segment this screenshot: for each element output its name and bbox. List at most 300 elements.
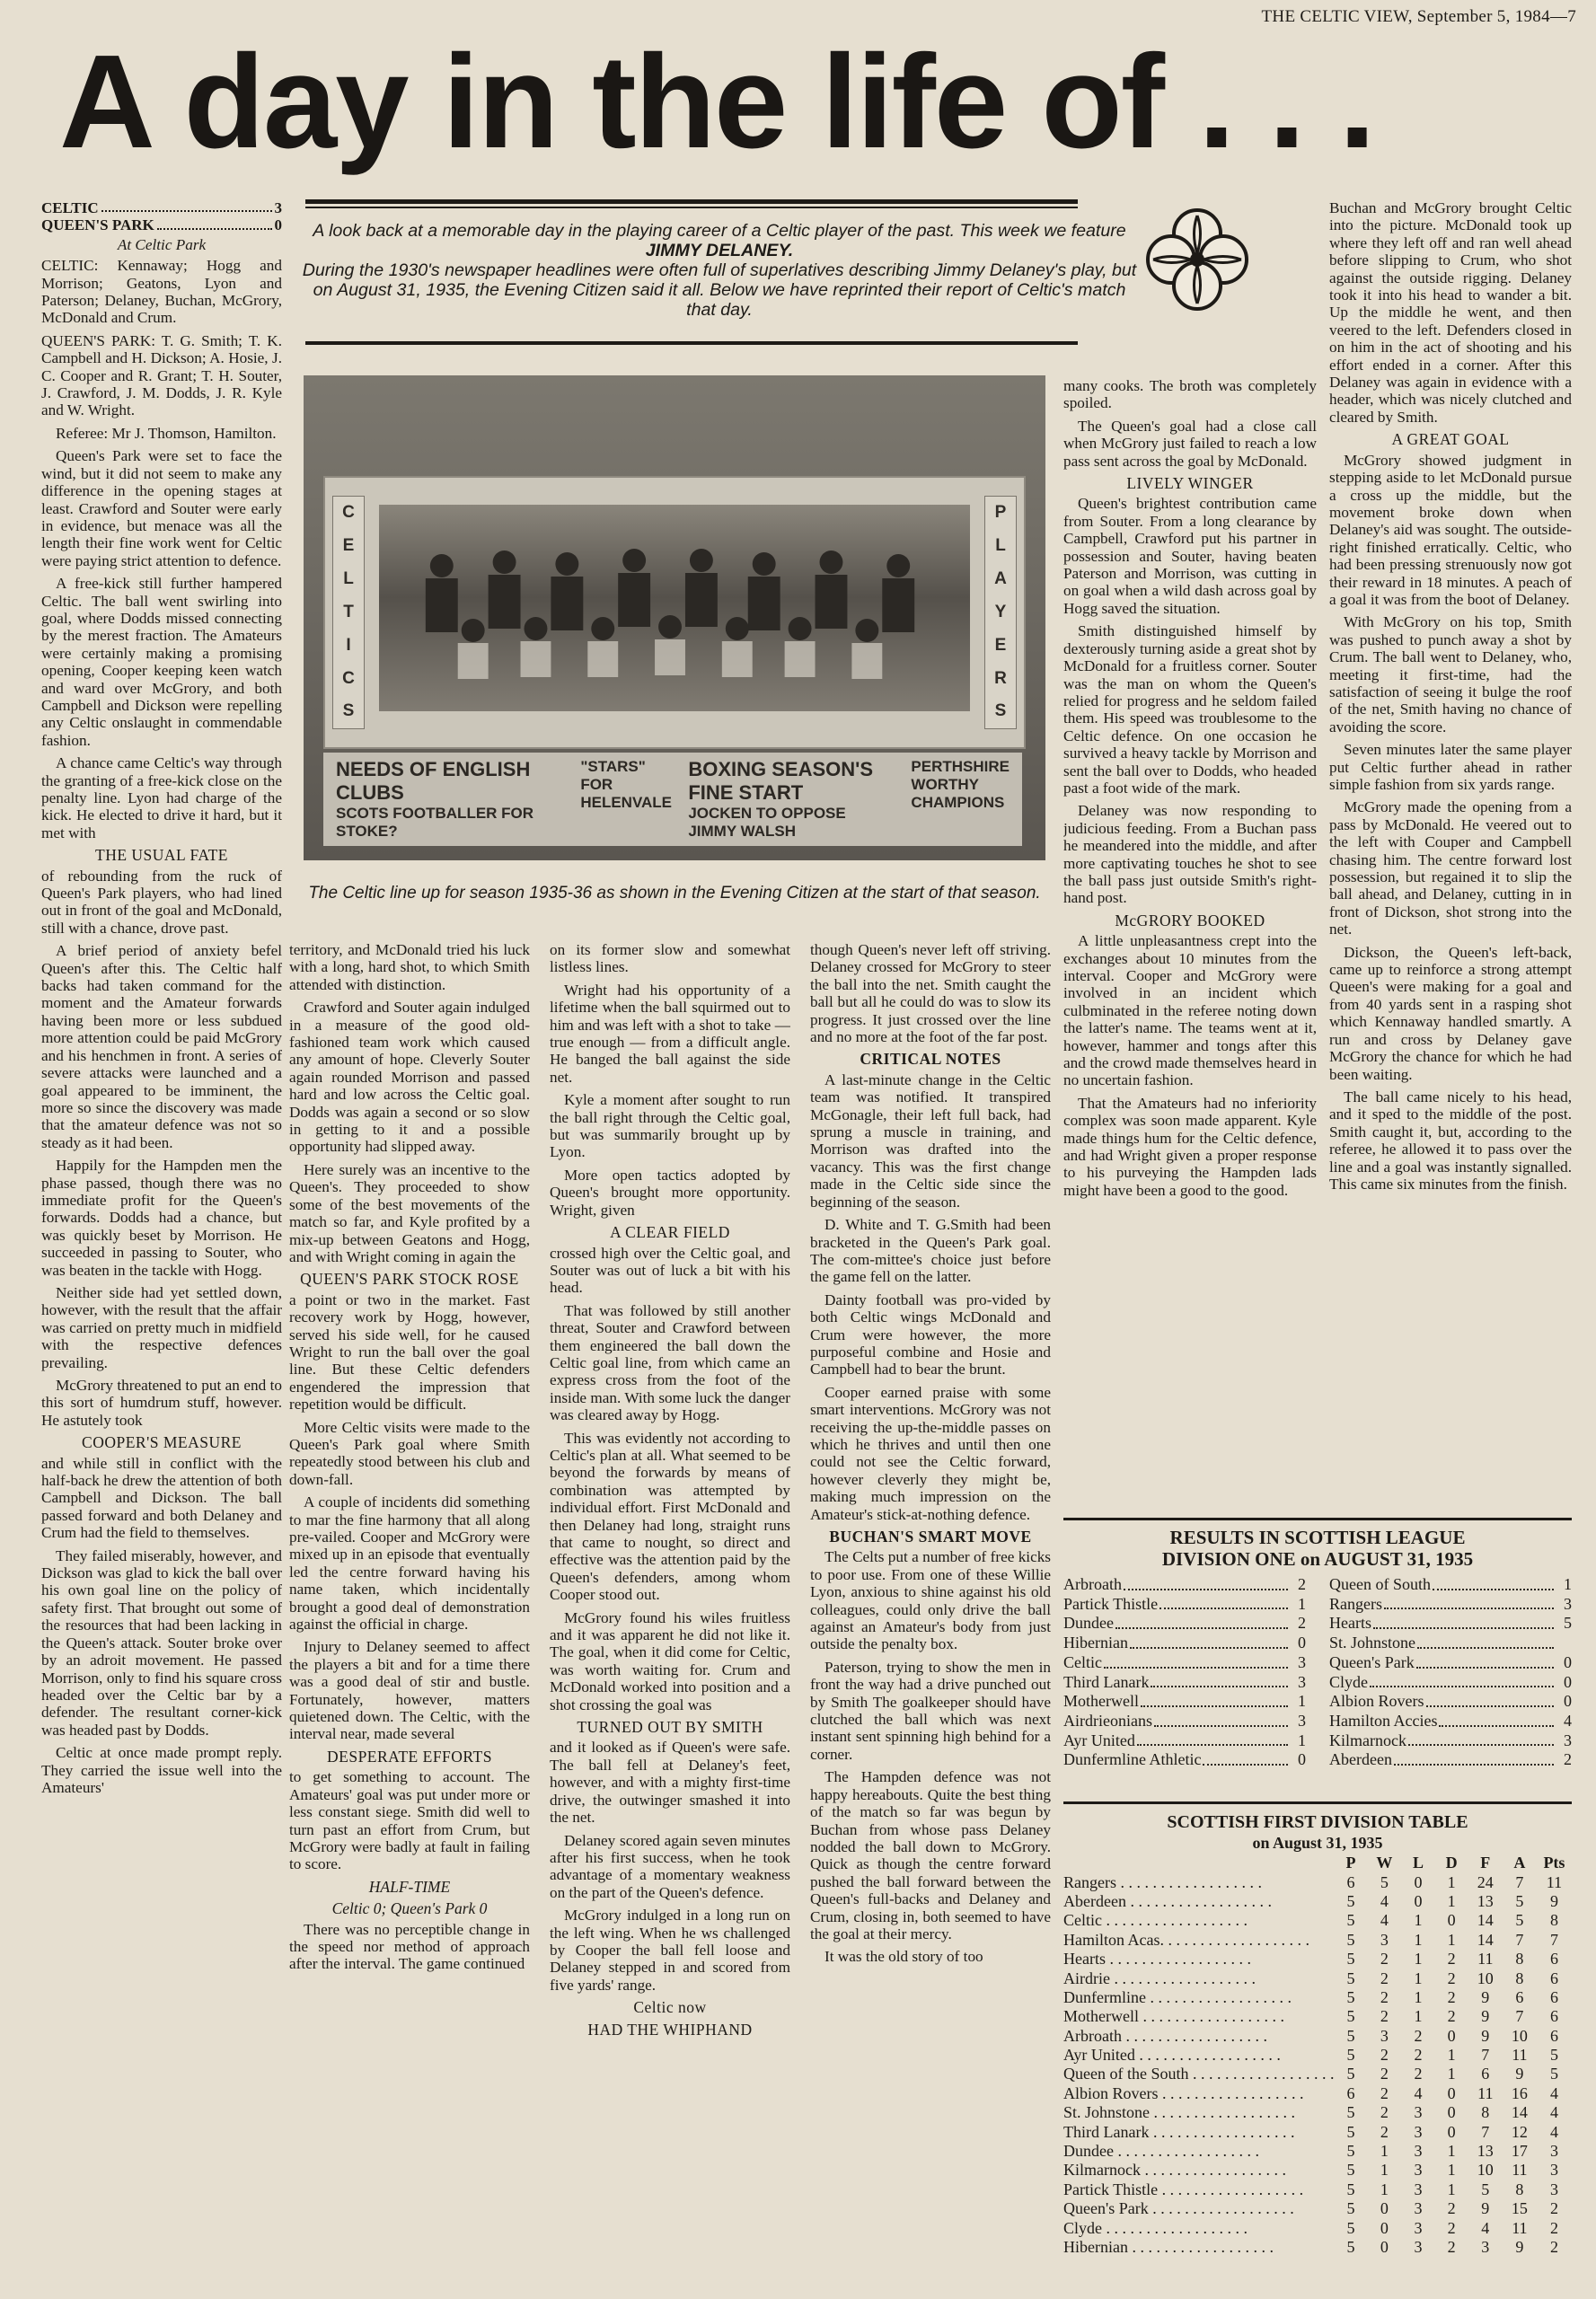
table-cell: 0 [1447, 2103, 1456, 2122]
table-cell: 9 [1549, 1891, 1558, 1910]
table-cell: 10 [1511, 2026, 1528, 2045]
table-cell: 6 [1549, 1950, 1558, 1969]
table-team: Hibernian . . . . . . . . . . . . . . . . . . [1063, 2238, 1274, 2256]
team-name: Third Lanark [1063, 1672, 1150, 1691]
table-cell: 5 [1346, 2026, 1355, 2045]
paragraph: Dickson, the Queen's left-back, came up to reinforce a strong attempt Queen's were making for a goal and from 40 yards sent in a rasping shot which Kennaway handled smartly. A run and cross by Delaney gave McGrory the chance for which he had been waiting. [1329, 943, 1572, 1083]
team-score: 2 [1298, 1575, 1306, 1593]
table-cell: 0 [1447, 1911, 1456, 1930]
table-cell: 3 [1549, 2142, 1558, 2161]
table-cell: 10 [1477, 2161, 1494, 2180]
table-cell: 2 [1380, 2007, 1389, 2026]
paragraph: The Queen's goal had a close call when McGrory just failed to reach a low pass sent across the goal by McDonald. [1063, 417, 1317, 470]
table-cell: 7 [1515, 2007, 1524, 2026]
table-cell: 5 [1346, 1930, 1355, 1949]
results-title: RESULTS IN SCOTTISH LEAGUE [1169, 1527, 1466, 1548]
paragraph: a point or two in the market. Fast recovery work by Hogg, however, served his side well, for he caused Wright to run the ball over the goal line. But these Celtic defenders engendered the impression that repetition would be difficult. [289, 1290, 530, 1414]
table-cell: 4 [1549, 2122, 1558, 2141]
result-home [1063, 1653, 1306, 1673]
paragraph: Crawford and Souter again indulged in a measure of the good old-fashioned team work which caused any amount of hope. Cleverly Souter again rounded Morrison and passed hard and low across the Celtic goal. Dodds was again a second or so slow in getting to it and a possible opportunity had slipped away. [289, 999, 530, 1156]
team-score: 4 [1564, 1711, 1572, 1730]
paragraph: A little unpleasantness crept into the exchanges about 10 minutes from the interval. Cooper and McGrory were involved in an incident which culbminated in the referee noting down the latter's name. The teams went at it, however, hammer and tongs after this and the crowd made themselves heard in no uncertain fashion. [1063, 932, 1317, 1089]
table-cell: 4 [1380, 1911, 1389, 1930]
table-row [1063, 1950, 1572, 1969]
table-cell: 5 [1380, 1872, 1389, 1891]
players-side-label: P L A Y E R S [984, 496, 1017, 729]
headline: A day in the life of . . . [59, 28, 1374, 176]
result-home [1063, 1692, 1306, 1712]
table-cell: 11 [1512, 2046, 1528, 2065]
table-cell: 1 [1414, 1950, 1423, 1969]
result-home [1063, 1614, 1306, 1634]
running-head: THE CELTIC VIEW, September 5, 1984—7 [1261, 7, 1576, 26]
table-cell: 3 [1549, 2161, 1558, 2180]
results-divider [1063, 1518, 1572, 1520]
team-name: Hibernian [1063, 1634, 1128, 1652]
table-cell: 5 [1481, 2180, 1490, 2198]
table-cell: 2 [1380, 2103, 1389, 2122]
result-away [1329, 1614, 1572, 1634]
table-cell: 3 [1380, 1930, 1389, 1949]
table-team: Airdrie . . . . . . . . . . . . . . . . . . [1063, 1969, 1256, 1987]
paragraph: Happily for the Hampden men the phase passed, though there was no immediate profit for the Queen's forwards. Dodds had a chance, but was quickly beset by Morrison. He succeeded in passing to Souter, who was beaten in the tackle with Hogg. [41, 1157, 282, 1279]
table-cell: 6 [1549, 1987, 1558, 2006]
subheading: TURNED OUT BY SMITH [577, 1718, 763, 1737]
table-cell: 1 [1447, 1930, 1456, 1949]
paragraph: Queen's Park were set to face the wind, but it did not seem to make any difference in the opening stages at least. Crawford and Souter were early in evidence, but menace was all the length their fine work went for Celtic were paying strict attention to defence. [41, 447, 282, 569]
table-cell: 5 [1346, 2161, 1355, 2180]
table-cell: 0 [1447, 2122, 1456, 2141]
table-cell: 6 [1549, 1969, 1558, 1987]
team-score: 1 [1298, 1594, 1306, 1613]
paragraph: More Celtic visits were made to the Queen's Park goal where Smith repeatedly stood between his club and down-fall. [289, 1418, 530, 1488]
table-cell: 1 [1414, 1911, 1423, 1930]
table-cell: 3 [1481, 2238, 1490, 2256]
table-divider [1063, 1801, 1572, 1804]
home-goals: 3 [274, 199, 282, 216]
table-cell: 13 [1477, 1891, 1494, 1910]
subheading: HAD THE WHIPHAND [587, 2020, 753, 2039]
table-cell: 2 [1380, 1969, 1389, 1987]
intro-rules [305, 199, 1078, 208]
paragraph: Injury to Delaney seemed to affect the players a bit and for a time there was a good deal of stir and bustle. Fortunately, however, matters quietened down. The Celtic, with the interval near, made several [289, 1638, 530, 1743]
paragraph: on its former slow and somewhat listless lines. [550, 941, 790, 976]
table-cell: 2 [1549, 2199, 1558, 2218]
table-cell: 16 [1511, 2083, 1528, 2102]
result-away [1329, 1634, 1572, 1653]
paragraph: Delaney scored again seven minutes after his first success, when he took advantage of a momentary weakness on the part of the Queen's defence. [550, 1831, 790, 1901]
subheading: HALF-TIME [368, 1877, 451, 1896]
team-name: Partick Thistle [1063, 1594, 1159, 1613]
subheading: CRITICAL NOTES [860, 1050, 1001, 1069]
team-photo [304, 375, 1045, 860]
table-cell: 1 [1447, 2065, 1456, 2083]
home-team: CELTIC [41, 199, 99, 216]
paragraph: That was followed by still another threat, Souter and Crawford between them engineered the ball down the Celtic goal line, from which came an express cross from the foot of the inside man. With some luck the danger was cleared away by Hogg. [550, 1301, 790, 1424]
table-cell: 8 [1515, 1969, 1524, 1987]
table-cell: 15 [1511, 2199, 1528, 2218]
team-name: Motherwell [1063, 1692, 1139, 1711]
news-subheadline: PERTHSHIRE WORTHY CHAMPIONS [911, 758, 1010, 811]
results-subtitle: DIVISION ONE on AUGUST 31, 1935 [1161, 1548, 1474, 1570]
table-cell: 5 [1549, 2065, 1558, 2083]
intro-line-1: A look back at a memorable day in the playing career of a Celtic player of the past. This week we feature [313, 221, 1126, 241]
paragraph: Celtic at once made prompt reply. They carried the issue well into the Amateurs' [41, 1744, 282, 1796]
referee: Referee: Mr J. Thomson, Hamilton. [56, 424, 277, 442]
table-cell: 0 [1414, 1891, 1423, 1910]
table-cell: 5 [1549, 2046, 1558, 2065]
table-cell: 8 [1549, 1911, 1558, 1930]
table-row [1063, 2084, 1572, 2103]
table-team: Celtic . . . . . . . . . . . . . . . . . . [1063, 1911, 1248, 1930]
table-column-header: P [1345, 1854, 1356, 1872]
table-cell: 5 [1346, 2065, 1355, 2083]
table-cell: 4 [1414, 2083, 1423, 2102]
table-cell: 11 [1546, 1872, 1563, 1891]
table-cell: 2 [1380, 2122, 1389, 2141]
paragraph: More open tactics adopted by Queen's brought more opportunity. Wright, given [550, 1166, 790, 1219]
table-cell: 5 [1346, 1911, 1355, 1930]
paragraph: Buchan and McGrory brought Celtic into the picture. McDonald took up where they left off and ran well ahead before slipping to Crum, who shot against the outside rigging. Delaney took it into his head to wander a bit. Up the middle he went, and then veered to the left. Defenders closed in on him in the act of shooting and his effort ended in a corner. After this Delaney was again in evidence with a header, which was nicely clutched and cleared by Smith. [1329, 199, 1572, 426]
table-cell: 5 [1346, 2122, 1355, 2141]
table-row [1063, 2122, 1572, 2141]
table-column-header: D [1445, 1854, 1458, 1872]
table-row [1063, 2007, 1572, 2026]
subheading: QUEEN'S PARK STOCK ROSE [300, 1270, 519, 1289]
table-cell: 11 [1512, 2161, 1528, 2180]
intro-player: JIMMY DELANEY. [645, 241, 794, 260]
table-row [1063, 1988, 1572, 2007]
table-cell: 13 [1477, 2142, 1494, 2161]
paragraph: They failed miserably, however, and Dickson was glad to kick the ball over his own goal line on the policy of safety first. That brought out some of the resources that had been lacking in the Queen's attack. Souter broke over by an adroit movement. He passed Morrison, only to find his square cross headed over the Celtic bar by a defender. The resultant corner-kick was headed past by Dodds. [41, 1546, 282, 1739]
table-cell: 3 [1414, 2238, 1423, 2256]
table-cell: 7 [1515, 1872, 1524, 1891]
paragraph: Smith distinguished himself by dexterously turning aside a great shot by McDonald for a fruitless corner. Souter was the man on whom the Queen's relied for progress and he seldom failed them. His speed was troublesome to the Celtic defence. On one occasion he survived a heavy tackle by Morrison and sent the ball over to Dodds, who headed past a foot wide of the mark. [1063, 622, 1317, 797]
table-team: Arbroath . . . . . . . . . . . . . . . . . . [1063, 2026, 1267, 2045]
league-table-block [1063, 1812, 1572, 2257]
team-score: 0 [1564, 1652, 1572, 1671]
table-cell: 5 [1346, 1987, 1355, 2006]
team-name: Queen's Park [1329, 1652, 1415, 1671]
table-title: SCOTTISH FIRST DIVISION TABLE [1167, 1812, 1468, 1832]
team-name: Albion Rovers [1329, 1692, 1424, 1711]
team-name: Airdrieonians [1063, 1711, 1152, 1730]
table-cell: 2 [1447, 1969, 1456, 1987]
team-score: 3 [1298, 1652, 1306, 1671]
table-cell: 1 [1414, 1930, 1423, 1949]
subheading: Celtic now [633, 1998, 707, 2017]
news-subheadline: SCOTS FOOTBALLER FOR STOKE? [336, 805, 534, 840]
table-cell: 3 [1414, 2103, 1423, 2122]
table-row [1063, 2161, 1572, 2180]
table-row [1063, 2142, 1572, 2161]
paragraph: Dainty football was pro-vided by both Celtic wings McDonald and Crum were however, the more purposeful combine and Hosie and Campbell had to bear the brunt. [810, 1290, 1051, 1379]
team-name: Rangers [1329, 1594, 1382, 1613]
photo-caption: The Celtic line up for season 1935-36 as shown in the Evening Citizen at the start of that season. [308, 884, 1041, 903]
result-away [1329, 1750, 1572, 1770]
table-column-header: Pts [1543, 1854, 1565, 1872]
table-team: Partick Thistle . . . . . . . . . . . . . . . . . . [1063, 2180, 1304, 2198]
subheading: BUCHAN'S SMART MOVE [829, 1528, 1032, 1546]
team-score: 2 [1298, 1614, 1306, 1633]
subheading: THE USUAL FATE [95, 846, 228, 865]
team-name: Clyde [1329, 1672, 1368, 1691]
table-cell: 2 [1380, 1950, 1389, 1969]
table-cell: 1 [1447, 2046, 1456, 2065]
table-cell: 0 [1447, 2026, 1456, 2045]
table-team: St. Johnstone . . . . . . . . . . . . . . . . . . [1063, 2103, 1296, 2122]
table-cell: 2 [1447, 2218, 1456, 2237]
paragraph: The Hampden defence was not happy hereabouts. Quite the best thing of the match so far was begun by Buchan from whose pass Delaney nodded the ball down to McGrory. Quick as though the centre forward pushed the ball forward between the Queen's full-backs and Delaney and Crum, closing in, both seemed to have the goal at their mercy. [810, 1768, 1051, 1942]
table-cell: 3 [1414, 2218, 1423, 2237]
table-cell: 3 [1414, 2122, 1423, 2141]
table-cell: 1 [1380, 2180, 1389, 2198]
paragraph: Wright had his opportunity of a lifetime when the ball squirmed out to him and was left with a shot to take — true enough — from a difficult angle. He banged the ball against the side net. [550, 981, 790, 1086]
score-home-row [41, 199, 282, 216]
paragraph: many cooks. The broth was completely spoiled. [1063, 377, 1317, 412]
table-cell: 7 [1549, 1930, 1558, 1949]
table-cell: 3 [1549, 2180, 1558, 2198]
table-cell: 1 [1447, 1872, 1456, 1891]
team-score: 3 [1298, 1711, 1306, 1730]
table-team: Ayr United . . . . . . . . . . . . . . . . . . [1063, 2046, 1281, 2065]
table-team: Queen's Park . . . . . . . . . . . . . . . . . . [1063, 2199, 1294, 2218]
results-grid [1063, 1575, 1572, 1770]
table-cell: 2 [1380, 2065, 1389, 2083]
shamrock-icon [1139, 201, 1256, 318]
team-name: Hamilton Accies [1329, 1711, 1438, 1730]
column-2 [289, 941, 530, 2292]
result-home [1063, 1575, 1306, 1595]
table-cell: 5 [1346, 1891, 1355, 1910]
table-row [1063, 2199, 1572, 2218]
table-cell: 5 [1346, 2103, 1355, 2122]
half-time-score: Celtic 0; Queen's Park 0 [331, 1899, 488, 1918]
table-row [1063, 1911, 1572, 1930]
table-cell: 9 [1481, 1987, 1490, 2006]
paragraph: Kyle a moment after sought to run the ball right through the Celtic goal, but was summarily brought up by Lyon. [550, 1091, 790, 1161]
table-column-header: A [1513, 1854, 1526, 1872]
team-name: Aberdeen [1329, 1750, 1392, 1769]
team-photo-image [379, 505, 970, 711]
table-cell: 9 [1481, 2007, 1490, 2026]
table-cell: 1 [1414, 1969, 1423, 1987]
paragraph: A chance came Celtic's way through the granting of a free-kick close on the penalty line. Lyon had charge of the kick. He elected to drive it hard, but it met with [41, 754, 282, 841]
table-cell: 2 [1414, 2026, 1423, 2045]
table-team: Queen of the South . . . . . . . . . . . . . . . . . . [1063, 2065, 1335, 2083]
table-team: Albion Rovers . . . . . . . . . . . . . . . . . . [1063, 2083, 1304, 2102]
paragraph: A last-minute change in the Celtic team was notified. It transpired McGonagle, their left full back, had sprung a muscle in training, and Morrison was drafted into the vacancy. This was the first change made in the Celtic side since the beginning of the season. [810, 1070, 1051, 1211]
table-cell: 7 [1481, 2122, 1490, 2141]
table-team: Motherwell . . . . . . . . . . . . . . . . . . [1063, 2007, 1284, 2026]
news-headline: NEEDS OF ENGLISH CLUBS [336, 758, 531, 804]
team-score: 2 [1564, 1750, 1572, 1769]
paragraph: Seven minutes later the same player put Celtic further ahead in rather simple fashion from six yards range. [1329, 741, 1572, 793]
table-team: Kilmarnock . . . . . . . . . . . . . . . . . . [1063, 2161, 1286, 2180]
table-cell: 2 [1380, 1987, 1389, 2006]
table-cell: 1 [1414, 1987, 1423, 2006]
team-score [1556, 1634, 1572, 1653]
paragraph: A free-kick still further hampered Celtic. The ball went swirling into goal, where Dodds missed connecting by the merest fraction. The Amateurs were certainly making a promising opening, Cooper keeping keen watch and ward over McGrory, and both Campbell and Dickson were repelling any Celtic onslaught in commendable fashion. [41, 575, 282, 749]
celtic-lineup: CELTIC: Kennaway; Hogg and Morrison; Geatons, Lyon and Paterson; Delaney, Buchan, McGrory, McDonald and Crum. [41, 257, 282, 327]
table-cell: 12 [1511, 2122, 1528, 2141]
table-cell: 2 [1549, 2238, 1558, 2256]
table-cell: 5 [1346, 1950, 1355, 1969]
paragraph: With McGrory on his top, Smith was pushed to punch away a shot by Crum. The ball went to Delaney, who, meeting it first-time, had the satisfaction of seeing it bulge the roof of the net, Smith having no chance of avoiding the score. [1329, 613, 1572, 736]
table-cell: 1 [1447, 1891, 1456, 1910]
table-cell: 6 [1346, 1872, 1355, 1891]
table-cell: 3 [1380, 2026, 1389, 2045]
intro-bottom-rule [305, 341, 1078, 345]
paragraph: and while still in conflict with the half-back he drew the attention of both Campbell and Dickson. The ball passed forward and both Delaney and Crum had the field to themselves. [41, 1454, 282, 1542]
table-cell: 8 [1515, 2180, 1524, 2198]
table-cell: 9 [1481, 2199, 1490, 2218]
table-cell: 2 [1414, 2046, 1423, 2065]
team-name: Dunfermline Athletic [1063, 1750, 1202, 1769]
result-away [1329, 1653, 1572, 1673]
celtics-side-label: C E L T I C S [332, 496, 365, 729]
table-cell: 6 [1481, 2065, 1490, 2083]
paragraph: D. White and T. G.Smith had been bracketed in the Queen's Park goal. The com-mittee's choice just before the game fell on the latter. [810, 1216, 1051, 1286]
table-team: Third Lanark . . . . . . . . . . . . . . . . . . [1063, 2122, 1295, 2141]
table-cell: 3 [1414, 2161, 1423, 2180]
table-cell: 8 [1481, 2103, 1490, 2122]
table-cell: 0 [1380, 2238, 1389, 2256]
table-cell: 6 [1549, 2007, 1558, 2026]
table-cell: 1 [1380, 2161, 1389, 2180]
table-cell: 4 [1549, 2083, 1558, 2102]
team-score: 0 [1298, 1750, 1306, 1769]
news-subheadline: JOCKEN TO OPPOSE JIMMY WALSH [688, 805, 846, 840]
team-score: 3 [1564, 1731, 1572, 1749]
table-cell: 7 [1515, 1930, 1524, 1949]
table-cell: 11 [1477, 1950, 1494, 1969]
table-row [1063, 2238, 1572, 2257]
table-cell: 5 [1346, 2142, 1355, 2161]
table-cell: 1 [1380, 2142, 1389, 2161]
subheading: A GREAT GOAL [1391, 430, 1510, 449]
table-cell: 9 [1515, 2065, 1524, 2083]
table-cell: 2 [1549, 2218, 1558, 2237]
table-cell: 1 [1447, 2142, 1456, 2161]
table-row [1063, 1892, 1572, 1911]
table-cell: 0 [1380, 2199, 1389, 2218]
table-row [1063, 1969, 1572, 1987]
table-column-header: F [1480, 1854, 1491, 1872]
team-score: 1 [1298, 1731, 1306, 1749]
intro-line-2: During the 1930's newspaper headlines were often full of superlatives describing Jimmy Delaney's play, but on August 31, 1935, the Evening Citizen said it all. Below we have reprinted their report of Celtic's match that day. [302, 260, 1137, 320]
table-cell: 10 [1477, 1969, 1494, 1987]
team-score: 0 [1564, 1692, 1572, 1711]
table-subtitle: on August 31, 1935 [1252, 1834, 1383, 1852]
paragraph: territory, and McDonald tried his luck with a long, hard shot, to which Smith attended with distinction. [289, 941, 530, 993]
paragraph: Cooper earned praise with some smart interventions. McGrory was not receiving the up-the-middle passes on which he thrives and until then one could not see the Celtic forward, however cleverly they might be, making much impression on the Amateur's stick-at-nothing defence. [810, 1383, 1051, 1523]
column-1 [41, 199, 282, 2292]
table-header-row [1063, 1854, 1572, 1872]
team-score: 0 [1298, 1634, 1306, 1652]
table-cell: 4 [1380, 1891, 1389, 1910]
paragraph: Delaney was now responding to judicious feeding. From a Buchan pass he meandered into the middle, and after more captivating touches he shot to see the ball pass just outside Smith's right-hand post. [1063, 802, 1317, 907]
team-name: Kilmarnock [1329, 1731, 1406, 1749]
table-cell: 5 [1346, 2238, 1355, 2256]
table-cell: 4 [1481, 2218, 1490, 2237]
table-cell: 3 [1414, 2142, 1423, 2161]
table-cell: 5 [1515, 1911, 1524, 1930]
table-cell: 2 [1447, 2199, 1456, 2218]
result-away [1329, 1673, 1572, 1693]
paragraph: and it looked as if Queen's were safe. The ball fell at Delaney's feet, however, and with a mighty first-time drive, the outwinger smashed it into the net. [550, 1739, 790, 1827]
table-cell: 9 [1481, 2026, 1490, 2045]
result-away [1329, 1731, 1572, 1751]
subheading: DESPERATE EFFORTS [327, 1747, 492, 1766]
team-score: 3 [1298, 1672, 1306, 1691]
subheading: A CLEAR FIELD [610, 1223, 730, 1242]
column-3 [550, 941, 790, 2292]
paragraph: Paterson, trying to show the men in front the way had a drive punched out by Smith The goalkeeper should have clutched the ball which was next instant sent spinning high behind for a corner. [810, 1658, 1051, 1763]
paragraph: A brief period of anxiety befel Queen's after this. The Celtic half backs had taken command for the moment and the Amateur forwards having been more or less subdued more attention could be paid McGrory and his henchmen in front. A series of severe attacks were launched and a goal appeared to be imminent, the more so since the discovery was made that the amateur defence was not so steady as it had been. [41, 942, 282, 1151]
table-cell: 2 [1447, 1987, 1456, 2006]
paragraph: Neither side had yet settled down, however, with the result that the affair was carried on pretty much in midfield with the respective defences prevailing. [41, 1283, 282, 1371]
news-subheadline: "STARS" FOR HELENVALE [580, 758, 673, 811]
table-cell: 11 [1477, 2083, 1494, 2102]
team-name: Dundee [1063, 1614, 1114, 1633]
table-cell: 5 [1346, 2218, 1355, 2237]
table-team: Hearts . . . . . . . . . . . . . . . . . . [1063, 1950, 1251, 1969]
table-cell: 0 [1414, 1872, 1423, 1891]
table-row [1063, 2218, 1572, 2237]
table-cell: 5 [1346, 2007, 1355, 2026]
result-away [1329, 1575, 1572, 1595]
table-cell: 2 [1414, 2065, 1423, 2083]
paragraph: McGrory found his wiles fruitless and it was apparent he did not like it. The goal, when it did come for Celtic, was worth waiting for. Crum and McDonald worked into position and a shot crossing the goal was [550, 1608, 790, 1713]
table-cell: 5 [1346, 2180, 1355, 2198]
subheading: McGRORY BOOKED [1115, 911, 1265, 929]
table-team: Aberdeen . . . . . . . . . . . . . . . . . . [1063, 1891, 1272, 1910]
table-team: Dunfermline . . . . . . . . . . . . . . . . . . [1063, 1987, 1292, 2006]
newspaper-spread [323, 476, 1026, 749]
column-4 [810, 941, 1051, 2292]
result-home [1063, 1595, 1306, 1615]
table-team: Dundee . . . . . . . . . . . . . . . . . . [1063, 2142, 1259, 2161]
team-name: Queen of South [1329, 1575, 1431, 1593]
table-team: Clyde . . . . . . . . . . . . . . . . . . [1063, 2218, 1248, 2237]
table-cell: 0 [1380, 2218, 1389, 2237]
team-score: 5 [1564, 1614, 1572, 1633]
table-column-header: L [1412, 1854, 1424, 1872]
table-cell: 6 [1549, 2026, 1558, 2045]
paragraph: Queen's brightest contribution came from Souter. From a long clearance by Campbell, Crawford put his partner in possession and Souter, having beaten Paterson and Morrison, was cutting in on goal when a wild dash across goal by Hogg saved the situation. [1063, 495, 1317, 617]
table-team: Hamilton Acas. . . . . . . . . . . . . . . . . . . [1063, 1930, 1309, 1949]
paragraph: There was no perceptible change in the speed nor method of approach after the interval. The game continued [289, 1920, 530, 1973]
paragraph: A couple of incidents did something to mar the fine harmony that all along pre-vailed. Cooper and McGrory were mixed up in an episode that eventually led the centre forward having his name taken, which incidentally brought a good deal of demonstration against the official in charge. [289, 1493, 530, 1634]
team-name: Ayr United [1063, 1731, 1135, 1749]
away-goals: 0 [274, 216, 282, 234]
result-home [1063, 1634, 1306, 1653]
table-cell: 8 [1515, 1950, 1524, 1969]
table-row [1063, 2180, 1572, 2199]
result-away [1329, 1712, 1572, 1731]
table-row [1063, 2027, 1572, 2046]
table-cell: 2 [1447, 2007, 1456, 2026]
paragraph: McGrory showed judgment in stepping aside to let McDonald pursue a cross up the middle, but the movement broke down when Delaney's aid was sought. The outside-right finished erratically. Celtic, who had been pressing strenuously now got their reward in 18 minutes. A peach of a goal it was from the boot of Delaney. [1329, 451, 1572, 608]
table-team: Rangers . . . . . . . . . . . . . . . . . . [1063, 1872, 1262, 1891]
result-home [1063, 1731, 1306, 1751]
league-results [1063, 1527, 1572, 1770]
paragraph: crossed high over the Celtic goal, and Souter was out of luck a bit with his head. [550, 1244, 790, 1297]
subheading: COOPER'S MEASURE [82, 1433, 242, 1452]
table-cell: 0 [1447, 2083, 1456, 2102]
subheading: LIVELY WINGER [1126, 474, 1254, 493]
